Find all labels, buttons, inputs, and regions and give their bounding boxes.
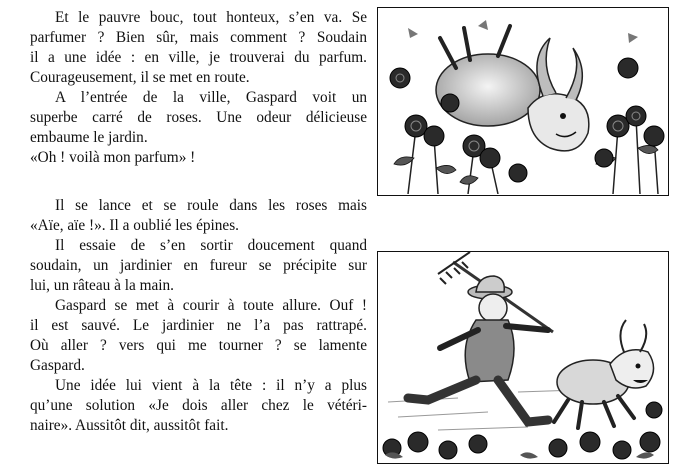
text-line: «Aïe, aïe !». Il a oublié les épines. [30,217,239,234]
text-line: Gaspard. [30,357,85,374]
gardener-chase-drawing [378,252,667,462]
text-line: lui, un râteau à la main. [30,277,174,294]
text-line: Il essaie de s’en sortir doucement quand [55,237,367,254]
text-line: Il se lance et se roule dans les roses mais [55,197,367,214]
text-line: «Oh ! voilà mon parfum» ! [30,149,196,166]
goat-roses-illustration [377,7,669,196]
text-line: Courageusement, il se met en route. [30,69,250,86]
text-line: parfumer ? Bien sûr, mais comment ? Soudain [30,29,367,46]
text-line: A l’entrée de la ville, Gaspard voit un [55,89,367,106]
text-line: il est sauvé. Le jardinier ne l’a pas rattrapé. [30,317,367,334]
text-line: Où aller ? vers qui me tourner ? se lamente [30,337,367,354]
text-line: Gaspard se met à courir à toute allure. Ouf ! [55,297,367,314]
goat-roses-drawing [378,8,667,194]
text-line: il a une idée : en ville, je trouverai du parfum. [30,49,367,66]
text-line: embaume le jardin. [30,129,148,146]
text-line: naire». Aussitôt dit, aussitôt fait. [30,417,229,434]
text-line: soudain, un jardinier en fureur se précipite sur [30,257,367,274]
text-line: Et le pauvre bouc, tout honteux, s’en va. Se [55,9,367,26]
text-line: qu’une solution «Je dois aller chez le vétéri- [30,397,367,414]
text-line: Une idée lui vient à la tête : il n’y a plus [55,377,367,394]
gardener-chase-illustration [377,251,669,464]
text-line: superbe carré de roses. Une odeur délicieuse [30,109,367,126]
